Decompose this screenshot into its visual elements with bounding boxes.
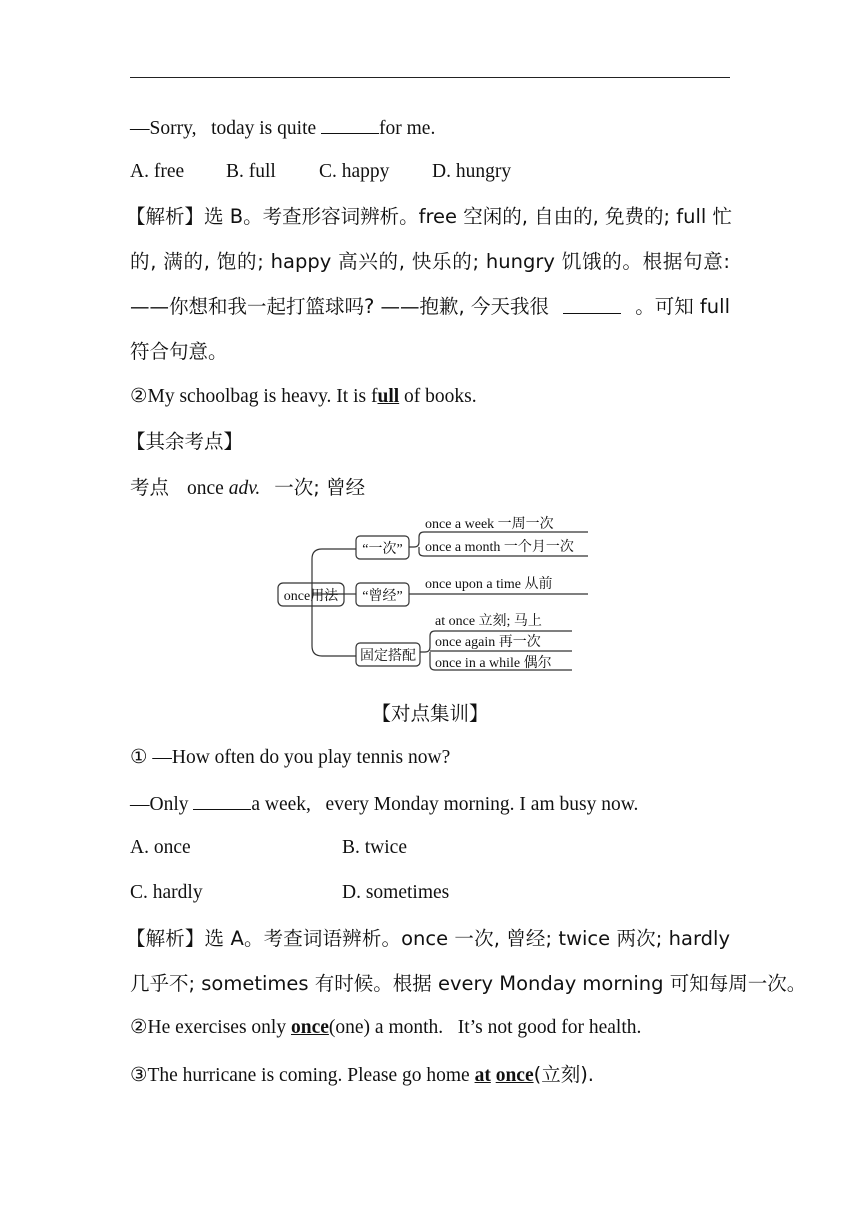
t1-option-d: D. sometimes bbox=[342, 882, 450, 903]
answer-text: once bbox=[495, 1065, 534, 1086]
root-label: once用法 bbox=[283, 589, 339, 604]
t2-sentence: ②He exercises only once(one) a month. It’s not good for health. bbox=[130, 1017, 642, 1038]
leaf-once-upon-a-time: once upon a time 从前 bbox=[425, 577, 553, 592]
t3-sentence: ③The hurricane is coming. Please go home at once(立刻). bbox=[130, 1063, 595, 1086]
q1-option-c: C. happy bbox=[319, 161, 390, 182]
answer-text: ull bbox=[377, 386, 400, 407]
leaf-at-once: at once 立刻; 马上 bbox=[435, 614, 542, 629]
leaf-once-a-month: once a month 一个月一次 bbox=[425, 540, 574, 555]
q1-analysis-line-1: 【解析】选 B。考查形容词辨析。free 空闲的, 自由的, 免费的; full 忙 bbox=[126, 205, 733, 228]
leaf-once-again: once again 再一次 bbox=[435, 635, 541, 650]
branch-label-1: “一次” bbox=[362, 542, 403, 557]
q1-analysis-line-3: ——你想和我一起打篮球吗? ——抱歉, 今天我很 。可知 full bbox=[130, 295, 730, 318]
t1-option-b: B. twice bbox=[342, 837, 407, 858]
t1-answer-line: —Only a week, every Monday morning. I am busy now. bbox=[130, 791, 735, 817]
q1-sentence: —Sorry, today is quite for me. bbox=[130, 115, 735, 141]
t1-question: ① —How often do you play tennis now? bbox=[130, 747, 451, 768]
q1-analysis-line-4: 符合句意。 bbox=[130, 340, 228, 363]
t1-analysis-line-2: 几乎不; sometimes 有时候。根据 every Monday morning 可知每周一次。 bbox=[130, 972, 807, 995]
q1-analysis-line-2: 的, 满的, 饱的; happy 高兴的, 快乐的; hungry 饥饿的。根据句意: bbox=[130, 250, 730, 273]
example-2: ②My schoolbag is heavy. It is full of books. bbox=[130, 386, 477, 407]
other-points-title: 【其余考点】 bbox=[126, 430, 244, 453]
t1-option-a: A. once bbox=[130, 837, 191, 858]
leaf-once-in-a-while: once in a while 偶尔 bbox=[435, 656, 552, 671]
answer-text: at bbox=[474, 1065, 491, 1086]
point-heading: 考点 once adv. 一次; 曾经 bbox=[130, 476, 366, 499]
t1-option-c: C. hardly bbox=[130, 882, 203, 903]
branch-label-3: 固定搭配 bbox=[360, 649, 416, 664]
answer-text: once bbox=[290, 1017, 329, 1038]
t1-analysis-line-1: 【解析】选 A。考查词语辨析。once 一次, 曾经; twice 两次; hardly bbox=[126, 927, 730, 950]
leaf-once-a-week: once a week 一周一次 bbox=[425, 517, 554, 532]
q1-option-b: B. full bbox=[226, 161, 276, 182]
q1-option-d: D. hungry bbox=[432, 161, 512, 182]
branch-label-2: “曾经” bbox=[362, 589, 403, 604]
training-title: 【对点集训】 bbox=[371, 702, 489, 725]
answer-blank bbox=[193, 791, 251, 810]
q1-option-a: A. free bbox=[130, 161, 185, 182]
